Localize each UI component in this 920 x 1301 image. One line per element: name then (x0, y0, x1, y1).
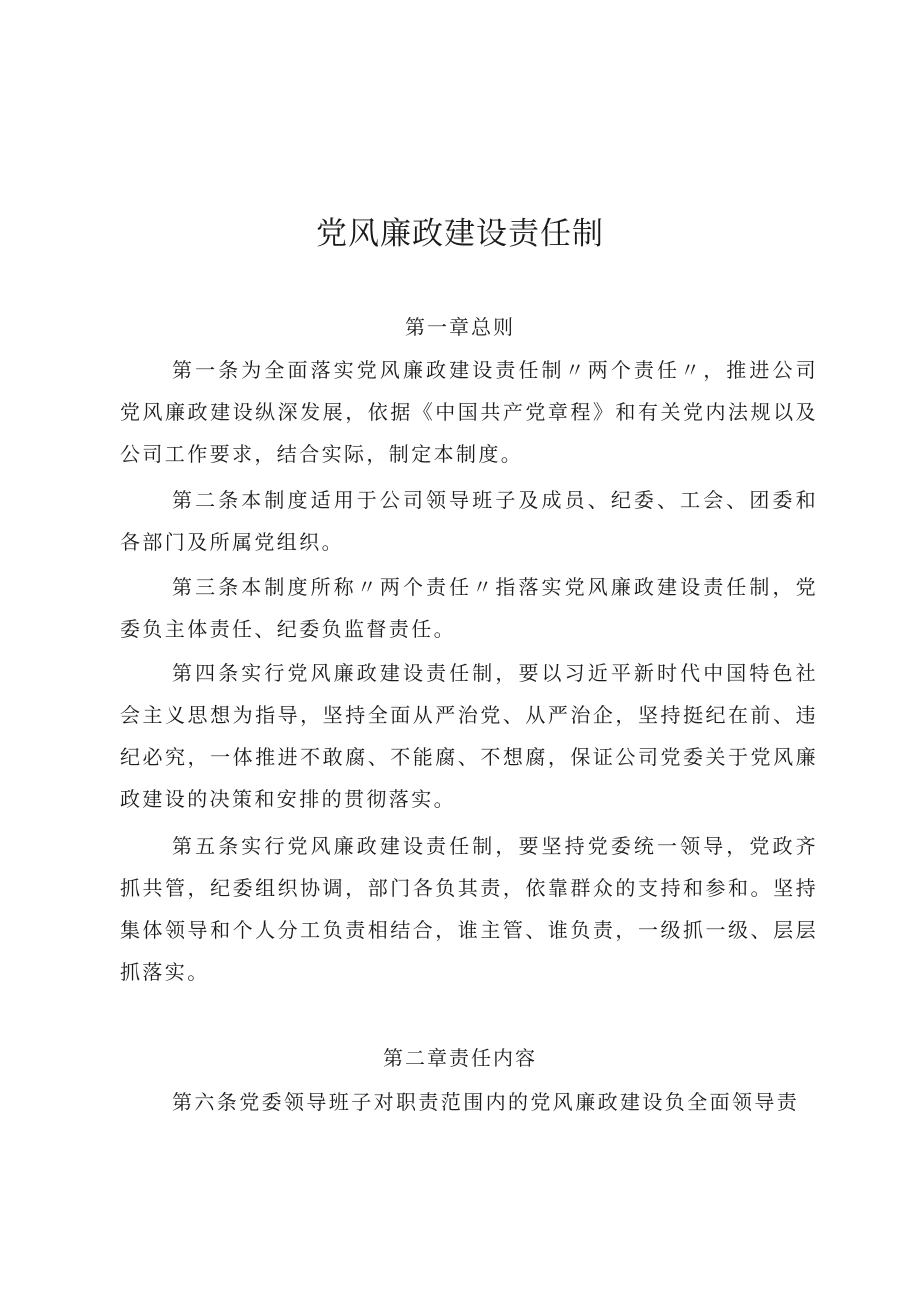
article-4: 第四条实行党风廉政建设责任制，要以习近平新时代中国特色社会主义思想为指导，坚持全面从严治党、从严治企，坚持挺纪在前、违纪必究，一体推进不敢腐、不能腐、不想腐，保证公司党委关于党风廉政建设的决策和安排的贯彻落实。 (120, 661, 818, 811)
article-1: 第一条为全面落实党风廉政建设责任制〃两个责任〃，推进公司党风廉政建设纵深发展，依据《中国共产党章程》和有关党内法规以及公司工作要求，结合实际，制定本制度。 (120, 358, 818, 466)
article-2: 第二条本制度适用于公司领导班子及成员、纪委、工会、团委和各部门及所属党组织。 (120, 488, 818, 554)
article-3: 第三条本制度所称〃两个责任〃指落实党风廉政建设责任制，党委负主体责任、纪委负监督责任。 (120, 575, 818, 641)
document-title: 党风廉政建设责任制 (316, 215, 604, 252)
article-5: 第五条实行党风廉政建设责任制，要坚持党委统一领导，党政齐抓共管，纪委组织协调，部门各负其责，依靠群众的支持和参和。坚持集体领导和个人分工负责相结合，谁主管、谁负责，一级抓一级、层层抓落实。 (120, 834, 818, 984)
chapter-1-heading: 第一章总则 (405, 315, 515, 339)
article-6: 第六条党委领导班子对职责范围内的党风廉政建设负全面领导责 (172, 1090, 800, 1114)
chapter-2-heading: 第二章责任内容 (383, 1046, 537, 1070)
